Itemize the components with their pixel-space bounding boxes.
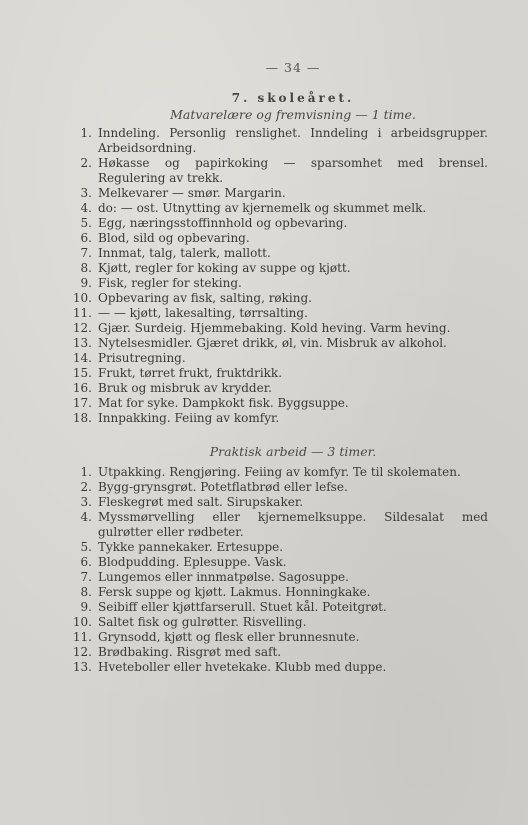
list-item (58, 585, 488, 600)
item-number: 6. (80, 231, 92, 245)
item-number: 7. (80, 570, 92, 584)
item-text: Blodpudding. Eplesuppe. Vask. (98, 555, 287, 569)
list-item (58, 600, 488, 615)
item-text: Innpakking. Feiing av komfyr. (98, 411, 280, 425)
list-item (58, 126, 488, 156)
list-item (58, 570, 488, 585)
item-number: 12. (72, 321, 92, 335)
item-text: Fisk, regler for steking. (98, 276, 242, 290)
item-text: Inndeling. Personlig renslighet. Inndeling i arbeidsgrupper. Arbeidsordning. (98, 126, 488, 155)
item-number: 16. (72, 381, 92, 395)
item-number: 13. (72, 336, 92, 350)
item-number: 6. (80, 555, 92, 569)
list-item (58, 510, 488, 540)
theory-list (58, 126, 488, 426)
list-item (58, 276, 488, 291)
list-item (58, 246, 488, 261)
practical-subsection-title: Praktisk arbeid — 3 timer. (209, 444, 377, 459)
item-number: 9. (80, 276, 92, 290)
item-number: 1. (80, 126, 92, 140)
item-text: Blod, sild og opbevaring. (98, 231, 250, 245)
item-number: 17. (72, 396, 92, 410)
item-text: Fleskegrøt med salt. Sirupskaker. (98, 495, 304, 509)
list-item (58, 660, 488, 675)
theory-subsection-title: Matvarelære og fremvisning — 1 time. (170, 107, 416, 122)
item-number: 11. (72, 306, 92, 320)
item-number: 10. (72, 615, 92, 629)
list-item (58, 201, 488, 216)
list-item (58, 336, 488, 351)
item-text: Utpakking. Rengjøring. Feiing av komfyr. Te til skolematen. (98, 465, 461, 479)
item-text: Hveteboller eller hvetekake. Klubb med duppe. (98, 660, 387, 674)
section-title: 7. skoleåret. (231, 91, 355, 105)
item-text: Innmat, talg, talerk, mallott. (98, 246, 271, 260)
item-text: Myssmørvelling eller kjernemelksuppe. Sildesalat med gulrøtter eller rødbeter. (98, 510, 488, 539)
item-text: Kjøtt, regler for koking av suppe og kjøtt. (98, 261, 351, 275)
item-text: Høkasse og papirkoking — sparsomhet med brensel. Regulering av trekk. (98, 156, 488, 185)
list-item (58, 540, 488, 555)
item-text: Tykke pannekaker. Ertesuppe. (98, 540, 284, 554)
item-text: Bygg-grynsgrøt. Potetflatbrød eller lefse. (98, 480, 348, 494)
item-number: 13. (72, 660, 92, 674)
list-item (58, 231, 488, 246)
section-gap (58, 426, 488, 444)
item-text: Egg, næringsstoffinnhold og opbevaring. (98, 216, 348, 230)
item-number: 15. (72, 366, 92, 380)
item-text: Mat for syke. Dampkokt fisk. Byggsuppe. (98, 396, 349, 410)
list-item (58, 306, 488, 321)
list-item (58, 216, 488, 231)
item-number: 8. (80, 261, 92, 275)
list-item (58, 156, 488, 186)
list-item (58, 321, 488, 336)
item-number: 7. (80, 246, 92, 260)
item-text: — — kjøtt, lakesalting, tørrsalting. (98, 306, 308, 320)
item-number: 9. (80, 600, 92, 614)
item-number: 3. (80, 495, 92, 509)
list-item (58, 495, 488, 510)
list-item (58, 291, 488, 306)
item-number: 5. (80, 540, 92, 554)
item-text: Lungemos eller innmatpølse. Sagosuppe. (98, 570, 349, 584)
item-text: Gjær. Surdeig. Hjemmebaking. Kold heving. Varm heving. (98, 321, 451, 335)
item-text: Grynsodd, kjøtt og flesk eller brunnesnute. (98, 630, 360, 644)
item-number: 2. (80, 480, 92, 494)
list-item (58, 396, 488, 411)
practical-list (58, 465, 488, 675)
item-text: Nytelsesmidler. Gjæret drikk, øl, vin. Misbruk av alkohol. (98, 336, 447, 350)
item-number: 2. (80, 156, 92, 170)
item-text: Opbevaring av fisk, salting, røking. (98, 291, 312, 305)
list-item (58, 465, 488, 480)
item-text: Brødbaking. Risgrøt med saft. (98, 645, 282, 659)
list-item (58, 480, 488, 495)
list-item (58, 351, 488, 366)
list-item (58, 186, 488, 201)
item-text: Frukt, tørret frukt, fruktdrikk. (98, 366, 283, 380)
item-text: Seibiff eller kjøttfarserull. Stuet kål. Poteitgrøt. (98, 600, 387, 614)
item-number: 4. (80, 201, 92, 215)
list-item (58, 366, 488, 381)
item-number: 5. (80, 216, 92, 230)
page-number: — 34 — (265, 60, 321, 75)
item-number: 8. (80, 585, 92, 599)
item-number: 14. (72, 351, 92, 365)
list-item (58, 555, 488, 570)
item-text: Prisutregning. (98, 351, 186, 365)
item-number: 4. (80, 510, 92, 524)
item-text: Fersk suppe og kjøtt. Lakmus. Honningkake. (98, 585, 371, 599)
list-item (58, 411, 488, 426)
list-item (58, 630, 488, 645)
item-number: 18. (72, 411, 92, 425)
list-item (58, 615, 488, 630)
list-item (58, 261, 488, 276)
item-text: Melkevarer — smør. Margarin. (98, 186, 286, 200)
item-number: 3. (80, 186, 92, 200)
item-number: 12. (72, 645, 92, 659)
list-item (58, 381, 488, 396)
item-number: 11. (72, 630, 92, 644)
item-text: do: — ost. Utnytting av kjernemelk og skummet melk. (98, 201, 427, 215)
item-number: 10. (72, 291, 92, 305)
list-item (58, 645, 488, 660)
item-number: 1. (80, 465, 92, 479)
item-text: Bruk og misbruk av krydder. (98, 381, 272, 395)
item-text: Saltet fisk og gulrøtter. Risvelling. (98, 615, 307, 629)
